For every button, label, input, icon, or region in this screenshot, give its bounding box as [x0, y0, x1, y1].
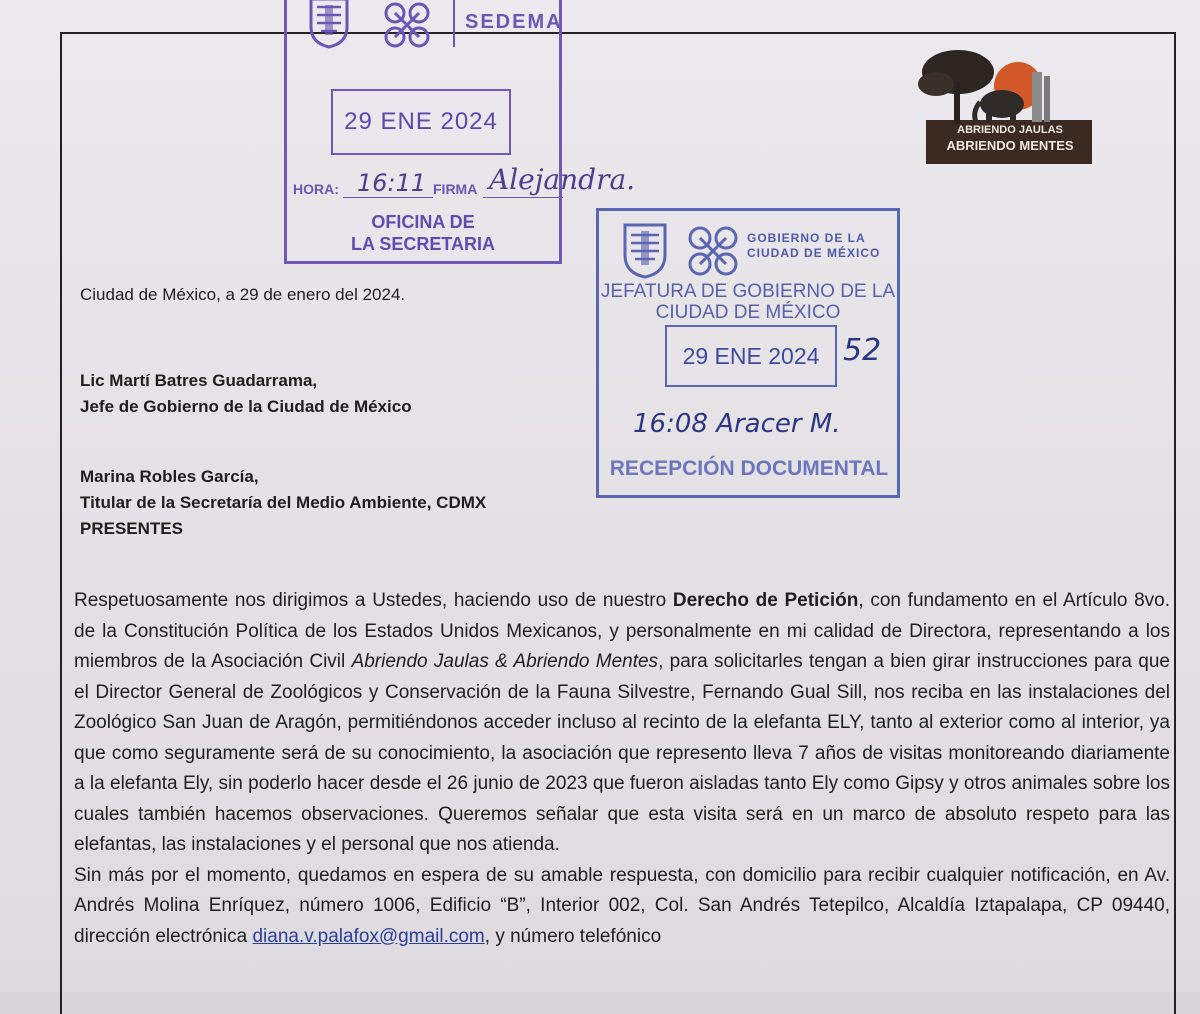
email-link[interactable]: diana.v.palafox@gmail.com — [252, 925, 485, 947]
hora-value: 16:11 — [357, 169, 427, 197]
recipient-2-name: Marina Robles García, — [80, 467, 259, 486]
gov-line-2: CIUDAD DE MÉXICO — [747, 246, 881, 260]
cdmx-knot-icon — [379, 0, 435, 53]
hora-firma-row — [293, 163, 636, 201]
hora-label: HORA: — [293, 181, 339, 197]
jefatura-line-1: JEFATURA DE GOBIERNO DE LA — [600, 281, 896, 302]
folio-number: 52 — [843, 333, 882, 368]
cdmx-shield-icon — [621, 223, 669, 279]
office-line-2: LA SECRETARIA — [351, 234, 495, 254]
firma-label: FIRMA — [433, 181, 478, 197]
jefatura-line-2: CIUDAD DE MÉXICO — [655, 302, 841, 323]
p1-text-c: , para solicitarles tengan a bien girar instrucciones para que el Director General de Zoológicos y Conservación de la Fauna Silvestre, Fernando Gual Sill, nos reciba en las instalaciones del Zoológico San Juan de Aragón, permitiéndonos acceder incluso al recinto de la elefanta ELY, tanto al exterior como al interior, ya que como seguramente será de su conocimiento, la asociación que represento lleva 7 años de visitas monitoreando diariamente a la elefanta Ely, sin poderlo hacer desde el 26 junio de 2023 que fueron aisladas tanto Ely como Gipsy y otros animales sobre los cuales también hacemos observaciones. Queremos señalar que esta visita será en un marco de absoluto respeto para las elefantas, las instalaciones y el personal que nos atienda. — [74, 651, 1170, 855]
letter-date: Ciudad de México, a 29 de enero del 2024. — [80, 285, 406, 304]
p1-text-a: Respetuosamente nos dirigimos a Ustedes, haciendo uso de nuestro — [74, 590, 673, 611]
stamp-divider — [453, 0, 455, 47]
office-line-1: OFICINA DE — [371, 212, 475, 232]
cdmx-shield-icon — [307, 0, 351, 49]
paragraph-2 — [74, 861, 1170, 953]
logo-line-2: ABRIENDO MENTES — [946, 138, 1074, 153]
association-logo — [906, 42, 1094, 168]
p1-bold-derecho: Derecho de Petición — [672, 590, 859, 611]
recipient-1-title: Jefe de Gobierno de la Ciudad de México — [80, 397, 412, 416]
p1-text-b: , con fundamento en el Artículo 8vo. de la Constitución Política de los Estados Unidos Mexicanos, y personalmente en mi calidad de Directora, representando a los miembros de la Asociación Civil — [74, 590, 1170, 672]
office-label — [287, 211, 559, 255]
logo-line-1: ABRIENDO JAULAS — [957, 124, 1063, 136]
jefatura-label — [599, 281, 897, 323]
sedema-reception-stamp — [284, 0, 636, 264]
p1-italic-association: Abriendo Jaulas & Abriendo Mentes — [351, 651, 659, 672]
recipient-2-title: Titular de la Secretaría del Medio Ambiente, CDMX — [80, 493, 487, 512]
recipient-1 — [80, 368, 412, 420]
stamp-date: 29 ENE 2024 — [665, 325, 837, 387]
gobierno-label — [747, 231, 880, 261]
letter-body — [74, 586, 1170, 952]
hora-line — [343, 197, 433, 198]
firma-line — [483, 197, 563, 198]
recipient-2 — [80, 464, 486, 542]
gobierno-reception-stamp — [596, 208, 900, 498]
stamp-date: 29 ENE 2024 — [331, 89, 511, 155]
reception-label: RECEPCIÓN DOCUMENTAL — [609, 457, 889, 480]
sedema-label: SEDEMA — [465, 11, 563, 33]
p2-text-a: Sin más por el momento, quedamos en espera de su amable respuesta, con domicilio para recibir cualquier notificación, en Av. Andrés Molina Enríquez, número 1006, Edificio “B”, Interior 002, Col. San Andrés Tetepilco, Alcaldía Iztapalapa, CP 09440, dirección electrónica — [74, 864, 1170, 947]
firma-signature: Alejandra. — [489, 163, 636, 196]
cdmx-knot-icon — [683, 221, 743, 281]
recipient-1-name: Lic Martí Batres Guadarrama, — [80, 371, 318, 390]
presentes-label: PRESENTES — [80, 519, 183, 538]
paragraph-1 — [74, 586, 1170, 861]
gov-line-1: GOBIERNO DE LA — [747, 231, 866, 245]
p2-text-b: , y número telefónico — [484, 925, 662, 947]
handwritten-time-signature: 16:08 Aracer M. — [633, 409, 841, 439]
